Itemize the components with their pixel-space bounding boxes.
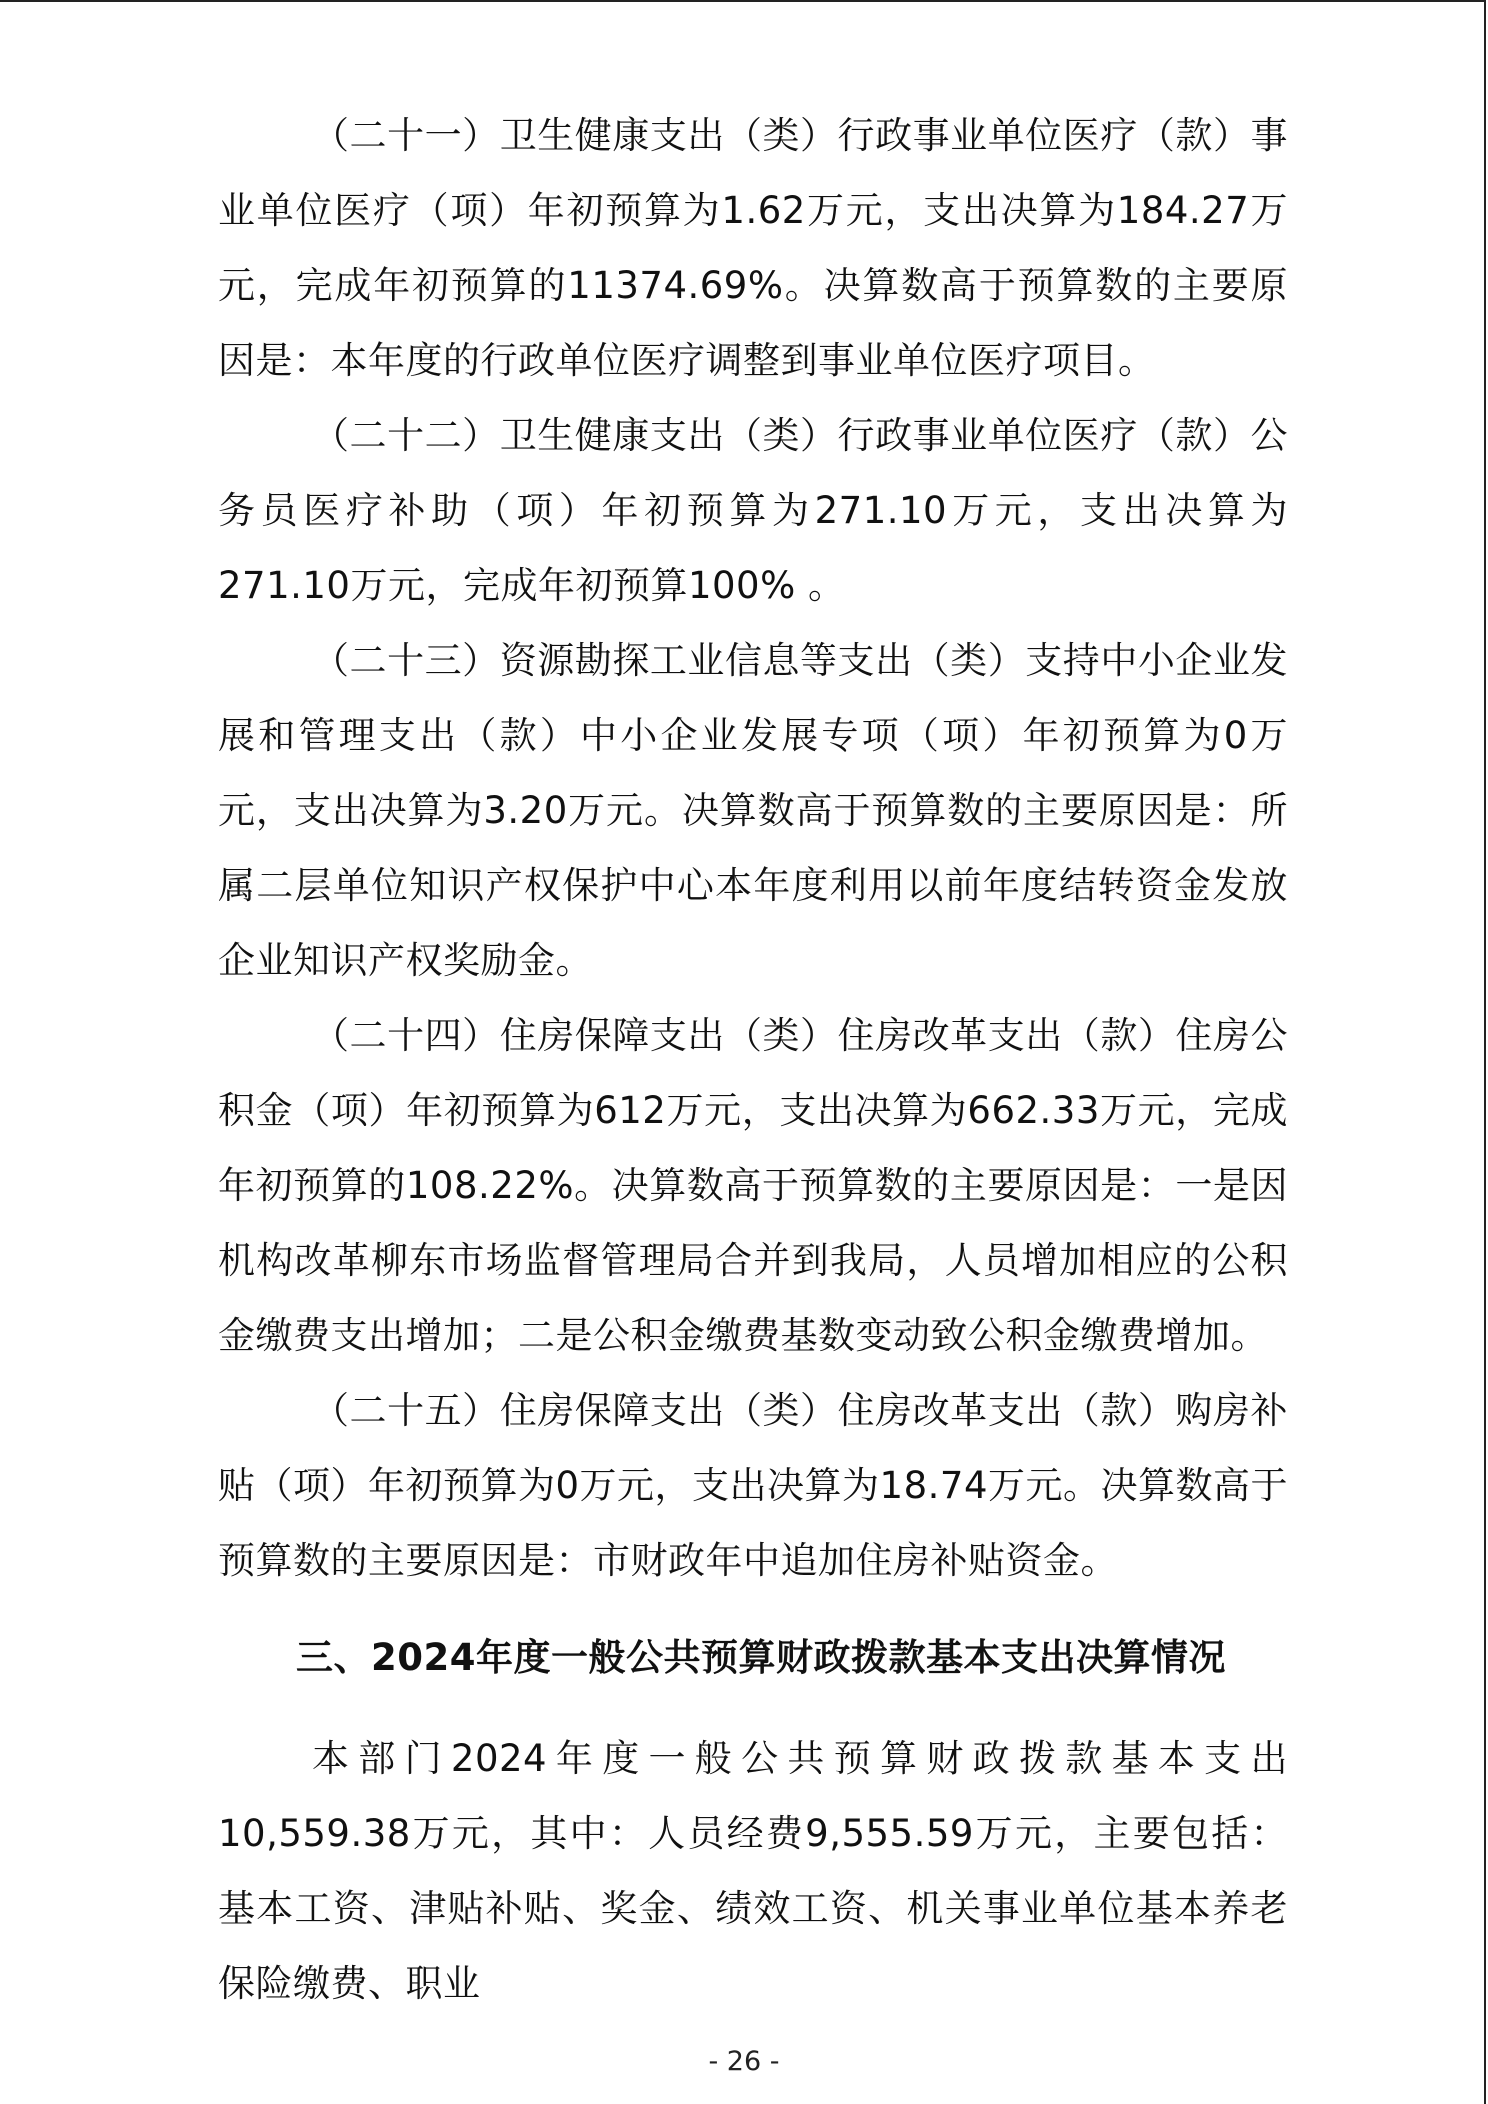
paragraph-item-23: （二十三）资源勘探工业信息等支出（类）支持中小企业发展和管理支出（款）中小企业发展专项（项）年初预算为0万元，支出决算为3.20万元。决算数高于预算数的主要原因是：所属二层单位知识产权保护中心本年度利用以前年度结转资金发放企业知识产权奖励金。: [218, 639, 1288, 982]
section-heading: 三、2024年度一般公共预算财政拨款基本支出决算情况: [296, 1636, 1226, 1679]
section-paragraph: 本部门2024年度一般公共预算财政拨款基本支出10,559.38万元，其中：人员经费9,555.59万元，主要包括：基本工资、津贴补贴、奖金、绩效工资、机关事业单位基本养老保险缴费、职业: [218, 1737, 1288, 2005]
paragraph-item-24: （二十四）住房保障支出（类）住房改革支出（款）住房公积金（项）年初预算为612万元，支出决算为662.33万元，完成年初预算的108.22%。决算数高于预算数的主要原因是：一是因机构改革柳东市场监督管理局合并到我局，人员增加相应的公积金缴费支出增加；二是公积金缴费基数变动致公积金缴费增加。: [218, 1014, 1288, 1357]
page-number: - 26 -: [708, 2046, 780, 2077]
paragraph-item-22: （二十二）卫生健康支出（类）行政事业单位医疗（款）公务员医疗补助（项）年初预算为271.10万元，支出决算为271.10万元，完成年初预算100% 。: [218, 414, 1288, 607]
paragraph-item-25: （二十五）住房保障支出（类）住房改革支出（款）购房补贴（项）年初预算为0万元，支出决算为18.74万元。决算数高于预算数的主要原因是：市财政年中追加住房补贴资金。: [218, 1389, 1288, 1582]
document-body: [218, 98, 1288, 2021]
paragraph-item-21: （二十一）卫生健康支出（类）行政事业单位医疗（款）事业单位医疗（项）年初预算为1.62万元，支出决算为184.27万元，完成年初预算的11374.69%。决算数高于预算数的主要原因是：本年度的行政单位医疗调整到事业单位医疗项目。: [218, 114, 1288, 382]
